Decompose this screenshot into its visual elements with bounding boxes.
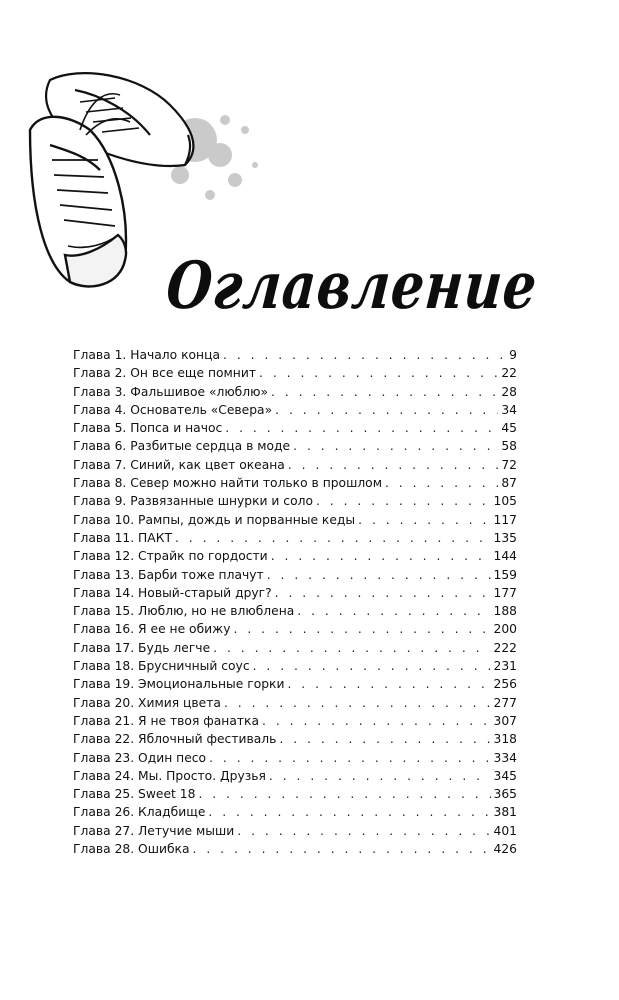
toc-page-number: 277: [493, 695, 517, 710]
dot-leader: [279, 730, 490, 748]
dot-leader: [193, 840, 491, 858]
toc-label: Глава 16. Я ее не обижу: [73, 622, 231, 637]
toc-label: Глава 27. Летучие мыши: [73, 823, 235, 838]
dot-leader: [275, 584, 491, 602]
toc-label: Глава 1. Начало конца: [73, 348, 220, 362]
toc-label: Глава 14. Новый-старый друг?: [73, 585, 272, 600]
toc-label: Глава 8. Север можно найти только в прошлом: [73, 476, 382, 491]
toc-row: [73, 730, 517, 748]
toc-page-number: 334: [493, 750, 517, 765]
toc-row: [73, 419, 517, 437]
toc-label: Глава 24. Мы. Просто. Друзья: [73, 768, 266, 783]
dot-leader: [288, 456, 499, 474]
dot-leader: [271, 547, 491, 565]
toc-page-number: 22: [501, 366, 517, 381]
toc-row: [73, 785, 517, 803]
toc-label: Глава 4. Основатель «Севера»: [73, 402, 273, 417]
toc-page-number: 345: [493, 768, 517, 783]
toc-page-number: 177: [493, 585, 517, 600]
dot-leader: [293, 437, 498, 455]
toc-page-number: 426: [493, 842, 517, 857]
toc-page-number: 9: [509, 348, 517, 362]
toc-label: Глава 2. Он все еще помнит: [73, 366, 256, 381]
toc-label: Глава 21. Я не твоя фанатка: [73, 713, 260, 728]
dot-leader: [237, 822, 490, 840]
toc-label: Глава 11. ПАКТ: [73, 530, 172, 545]
toc-page-number: 72: [501, 457, 517, 472]
toc-row: [73, 346, 517, 364]
toc-row: [73, 639, 517, 657]
toc-row: [73, 675, 517, 693]
toc-label: Глава 7. Синий, как цвет океана: [73, 457, 285, 472]
toc-row: [73, 566, 517, 584]
toc-label: Глава 26. Кладбище: [73, 805, 206, 820]
toc-page-number: 307: [493, 713, 517, 728]
dot-leader: [358, 511, 490, 529]
toc-label: Глава 28. Ошибка: [73, 842, 190, 857]
toc-page-number: 45: [501, 421, 517, 436]
toc-row: [73, 620, 517, 638]
toc-row: [73, 602, 517, 620]
toc-label: Глава 19. Эмоциональные горки: [73, 677, 285, 692]
dot-leader: [267, 566, 491, 584]
dot-leader: [224, 694, 491, 712]
toc-label: Глава 9. Развязанные шнурки и соло: [73, 494, 313, 509]
toc-page-number: 365: [493, 787, 517, 802]
toc-row: [73, 803, 517, 821]
toc-page-number: 117: [493, 512, 517, 527]
toc-row: [73, 492, 517, 510]
dot-leader: [297, 602, 490, 620]
dot-leader: [208, 803, 490, 821]
toc-label: Глава 10. Рампы, дождь и порванные кеды: [73, 512, 356, 527]
dot-leader: [223, 346, 506, 364]
toc-label: Глава 12. Страйк по гордости: [73, 549, 268, 564]
toc-page-number: 231: [493, 659, 517, 674]
dot-leader: [275, 401, 498, 419]
dot-leader: [259, 364, 498, 382]
toc-row: [73, 767, 517, 785]
toc-page-number: 144: [493, 549, 517, 564]
toc-row: [73, 749, 517, 767]
page-title: Оглавление: [163, 248, 541, 325]
toc-label: Глава 6. Разбитые сердца в моде: [73, 439, 291, 454]
toc-page-number: 222: [493, 640, 517, 655]
toc-page-number: 188: [493, 604, 517, 619]
toc-label: Глава 15. Люблю, но не влюблена: [73, 604, 295, 619]
dot-leader: [198, 785, 490, 803]
dot-leader: [253, 657, 491, 675]
toc-page-number: 87: [501, 476, 517, 491]
toc-label: Глава 3. Фальшивое «люблю»: [73, 384, 268, 399]
dot-leader: [209, 749, 490, 767]
dot-leader: [287, 675, 490, 693]
toc-page-number: 401: [493, 823, 517, 838]
toc-page-number: 256: [493, 677, 517, 692]
toc-page-number: 318: [493, 732, 517, 747]
toc-row: [73, 437, 517, 455]
toc-label: Глава 5. Попса и начос: [73, 421, 223, 436]
dot-leader: [262, 712, 491, 730]
toc-row: [73, 364, 517, 382]
toc-label: Глава 18. Брусничный соус: [73, 659, 250, 674]
dot-leader: [269, 767, 491, 785]
toc-page-number: 28: [501, 384, 517, 399]
dot-leader: [271, 383, 498, 401]
toc-row: [73, 529, 517, 547]
toc-label: Глава 17. Будь легче: [73, 640, 211, 655]
toc-label: Глава 22. Яблочный фестиваль: [73, 732, 277, 747]
toc-row: [73, 456, 517, 474]
toc-label: Глава 25. Sweet 18: [73, 787, 196, 802]
toc-page-number: 159: [493, 567, 517, 582]
toc-page-number: 200: [493, 622, 517, 637]
table-of-contents: [73, 346, 517, 858]
toc-page-number: 34: [501, 402, 517, 417]
dot-leader: [234, 620, 491, 638]
toc-page-number: 58: [501, 439, 517, 454]
dot-leader: [225, 419, 498, 437]
toc-row: [73, 401, 517, 419]
toc-row: [73, 383, 517, 401]
toc-page-number: 381: [493, 805, 517, 820]
toc-row: [73, 547, 517, 565]
toc-row: [73, 584, 517, 602]
toc-page-number: 105: [493, 494, 517, 509]
toc-label: Глава 13. Барби тоже плачут: [73, 567, 264, 582]
toc-label: Глава 20. Химия цвета: [73, 695, 221, 710]
toc-row: [73, 840, 517, 858]
toc-row: [73, 657, 517, 675]
toc-page-number: 135: [493, 530, 517, 545]
dot-leader: [213, 639, 490, 657]
dot-leader: [175, 529, 491, 547]
toc-row: [73, 511, 517, 529]
toc-row: [73, 474, 517, 492]
dot-leader: [385, 474, 498, 492]
toc-row: [73, 822, 517, 840]
toc-row: [73, 694, 517, 712]
toc-row: [73, 712, 517, 730]
dot-leader: [316, 492, 491, 510]
toc-label: Глава 23. Один песо: [73, 750, 207, 765]
